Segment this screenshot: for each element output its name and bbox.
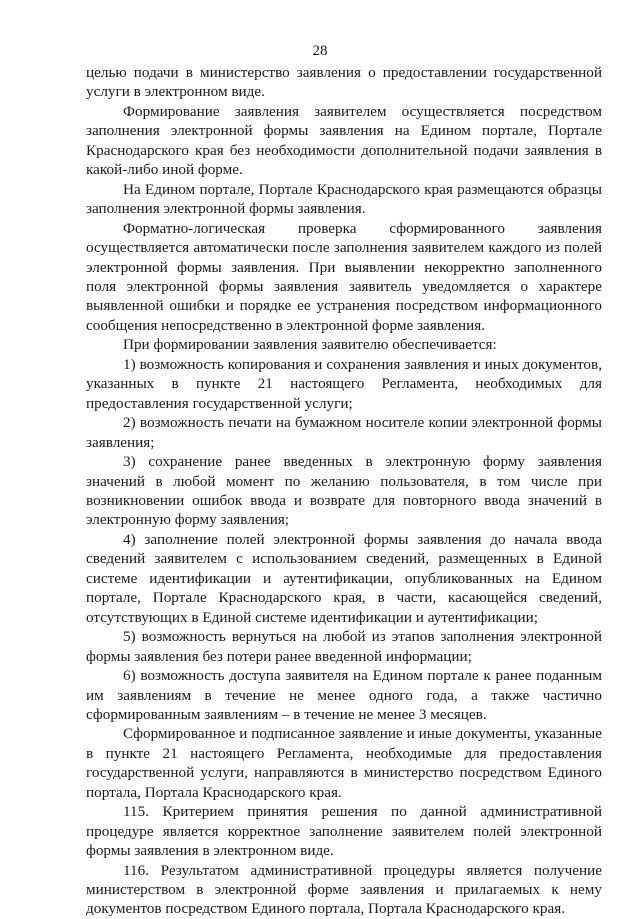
paragraph: Формирование заявления заявителем осуществляется посредством заполнения электронной формы заявления на Едином портале, Портале Краснодарского края без необходимости дополнительной подачи заявления в какой-либо иной форме. bbox=[86, 102, 602, 179]
list-item: 3) сохранение ранее введенных в электронную форму заявления значений в любой момент по желанию пользователя, в том числе при возникновении ошибок ввода и возврате для повторного ввода значений в электронную форму заявления; bbox=[86, 453, 602, 529]
paragraph-continuation: целью подачи в министерство заявления о предоставлении государственной услуги в электронном виде. bbox=[86, 64, 602, 101]
paragraph: 116. Результатом административной процедуры является получение министерством в электронной форме заявления и прилагаемых к нему документов посредством Единого портала, Портала Краснодарского края. bbox=[86, 861, 602, 918]
list-item: 5) возможность вернуться на любой из этапов заполнения электронной формы заявления без потери ранее введенной информации; bbox=[86, 628, 602, 665]
document-body bbox=[86, 63, 602, 919]
paragraph: Сформированное и подписанное заявление и иные документы, указанные в пункте 21 настоящего Регламента, необходимые для предоставления государственной услуги, направляются в министерство посредством Единого портала, Портала Краснодарского края. bbox=[86, 725, 602, 801]
paragraph: На Едином портале, Портале Краснодарского края размещаются образцы заполнения электронной формы заявления. bbox=[86, 180, 602, 218]
list-item: 2) возможность печати на бумажном носителе копии электронной формы заявления; bbox=[86, 414, 602, 451]
paragraph: Форматно-логическая проверка сформированного заявления осуществляется автоматически после заполнения заявителем каждого из полей электронной формы заявления. При выявлении некорректно заполненного поля электронной формы заявления заявитель уведомляется о характере выявленной ошибки и порядке ее устранения посредством информационного сообщения непосредственно в электронной форме заявления. bbox=[86, 219, 602, 334]
paragraph: 115. Критерием принятия решения по данной административной процедуре является корректное заполнение заявителем полей электронной формы заявления в электронном виде. bbox=[86, 803, 602, 860]
list-item: 1) возможность копирования и сохранения заявления и иных документов, указанных в пункте 21 настоящего Регламента, необходимых для предоставления государственной услуги; bbox=[86, 355, 602, 412]
page-number: 28 bbox=[312, 43, 328, 59]
paragraph: При формировании заявления заявителю обеспечивается: bbox=[123, 336, 497, 354]
list-item: 6) возможность доступа заявителя на Едином портале к ранее поданным им заявлениям в течение не менее одного года, а также частично сформированным заявлениям – в течение не менее 3 месяцев. bbox=[86, 667, 602, 723]
list-item: 4) заполнение полей электронной формы заявления до начала ввода сведений заявителем с использованием сведений, размещенных в Единой системе идентификации и аутентификации, опубликованных на Едином портале, Портале Краснодарского края, в части, касающейся сведений, отсутствующих в Единой системе идентификации и аутентификации; bbox=[86, 530, 602, 626]
